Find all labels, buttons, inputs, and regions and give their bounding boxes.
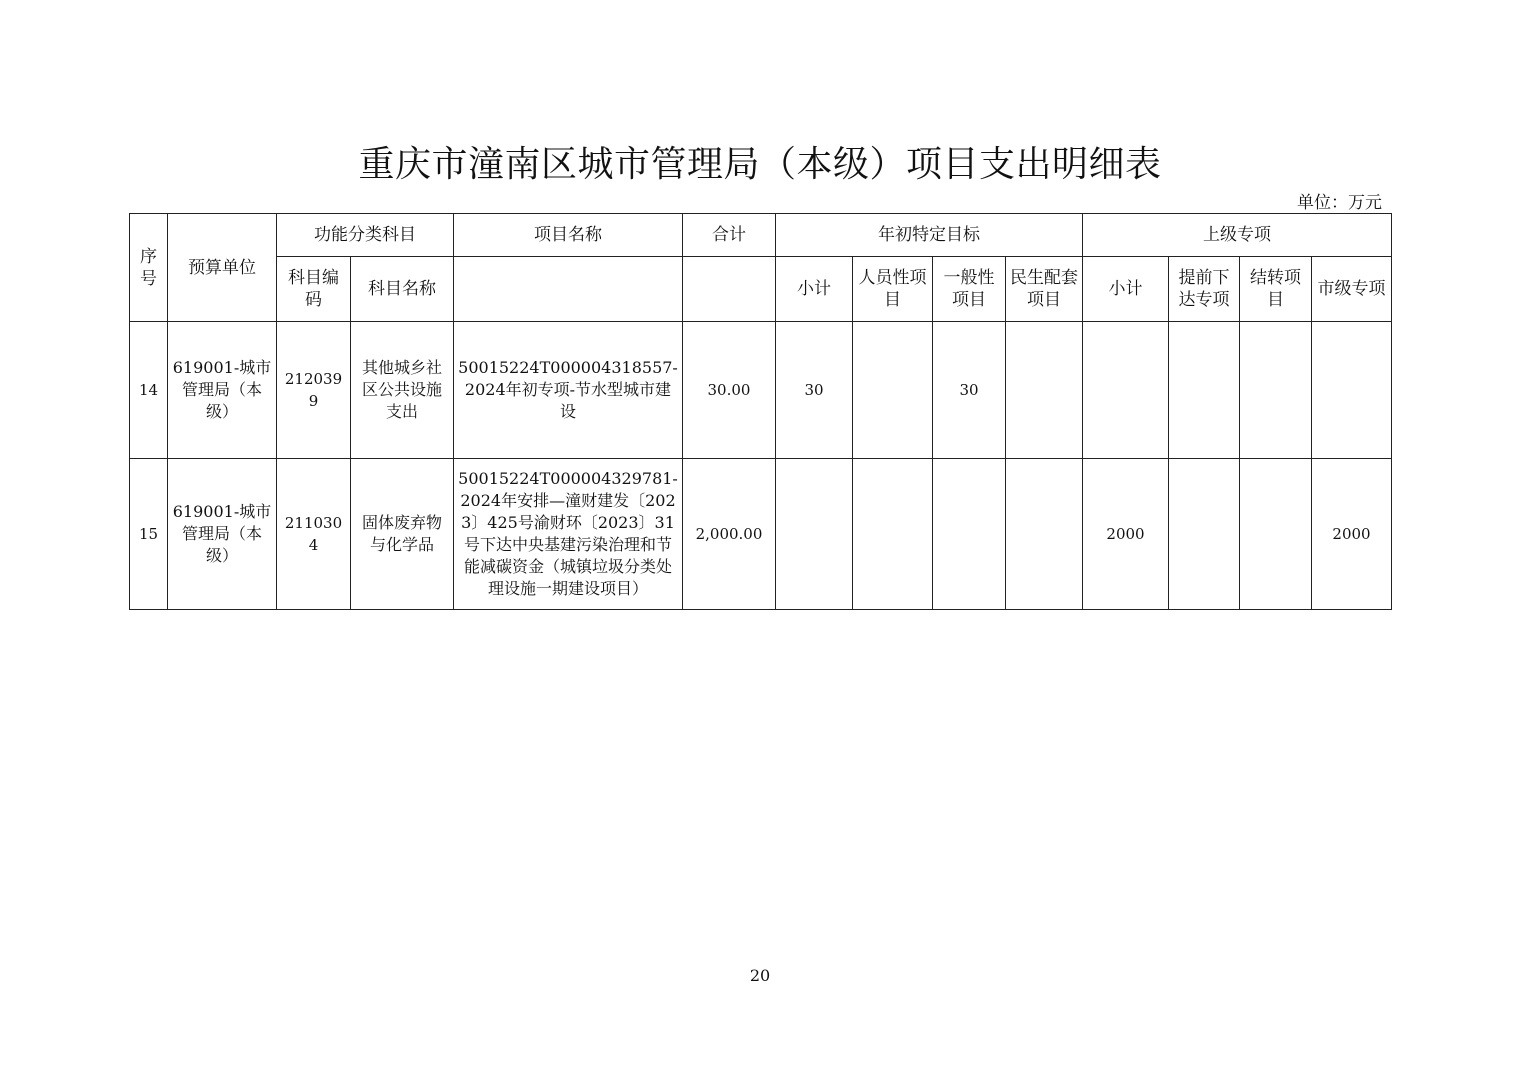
header-carryover: 结转项目 — [1240, 257, 1312, 322]
cell-project-name: 50015224T000004329781-2024年安排—潼财建发〔2023〕425号渝财环〔2023〕31号下达中央基建污染治理和节能减碳资金（城镇垃圾分类处理设施一期建设项目） — [454, 459, 683, 610]
header-subject-code: 科目编码 — [277, 257, 351, 322]
page-title: 重庆市潼南区城市管理局（本级）项目支出明细表 — [358, 144, 1162, 185]
cell-subtotal-b — [1083, 322, 1169, 459]
cell-subject-code: 2110304 — [277, 459, 351, 610]
cell-total: 2,000.00 — [683, 459, 776, 610]
cell-budget-unit: 619001-城市管理局（本级） — [168, 459, 277, 610]
cell-advance — [1169, 322, 1240, 459]
header-total: 合计 — [683, 214, 776, 257]
cell-subtotal-b: 2000 — [1083, 459, 1169, 610]
header-municipal: 市级专项 — [1312, 257, 1392, 322]
cell-livelihood — [1006, 322, 1083, 459]
header-personnel: 人员性项目 — [853, 257, 933, 322]
cell-advance — [1169, 459, 1240, 610]
unit-label: 单位：万元 — [1297, 193, 1382, 213]
cell-general: 30 — [933, 322, 1006, 459]
cell-subject-name: 其他城乡社区公共设施支出 — [351, 322, 454, 459]
header-subject-name: 科目名称 — [351, 257, 454, 322]
cell-project-name: 50015224T000004318557-2024年初专项-节水型城市建设 — [454, 322, 683, 459]
cell-municipal: 2000 — [1312, 459, 1392, 610]
cell-seq: 14 — [130, 322, 168, 459]
cell-personnel — [853, 459, 933, 610]
header-subtotal-a: 小计 — [776, 257, 853, 322]
header-func-class: 功能分类科目 — [277, 214, 454, 257]
header-livelihood: 民生配套项目 — [1006, 257, 1083, 322]
cell-subject-name: 固体废弃物与化学品 — [351, 459, 454, 610]
cell-subject-code: 2120399 — [277, 322, 351, 459]
cell-subtotal-a — [776, 459, 853, 610]
header-advance: 提前下达专项 — [1169, 257, 1240, 322]
cell-seq: 15 — [130, 459, 168, 610]
header-project-name-blank — [454, 257, 683, 322]
project-expenditure-table — [129, 213, 1392, 610]
header-budget-unit: 预算单位 — [168, 214, 277, 322]
cell-subtotal-a: 30 — [776, 322, 853, 459]
cell-general — [933, 459, 1006, 610]
cell-livelihood — [1006, 459, 1083, 610]
cell-budget-unit: 619001-城市管理局（本级） — [168, 322, 277, 459]
header-project-name: 项目名称 — [454, 214, 683, 257]
header-general: 一般性项目 — [933, 257, 1006, 322]
table-row — [130, 322, 1392, 459]
header-row-2 — [130, 257, 1392, 322]
table-row — [130, 459, 1392, 610]
cell-carryover — [1240, 459, 1312, 610]
header-seq: 序号 — [130, 214, 168, 322]
cell-municipal — [1312, 322, 1392, 459]
header-total-blank — [683, 257, 776, 322]
header-row-1 — [130, 214, 1392, 257]
header-subtotal-b: 小计 — [1083, 257, 1169, 322]
header-superior-special: 上级专项 — [1083, 214, 1392, 257]
cell-total: 30.00 — [683, 322, 776, 459]
header-annual-target: 年初特定目标 — [776, 214, 1083, 257]
cell-personnel — [853, 322, 933, 459]
cell-carryover — [1240, 322, 1312, 459]
page-number: 20 — [749, 966, 771, 985]
